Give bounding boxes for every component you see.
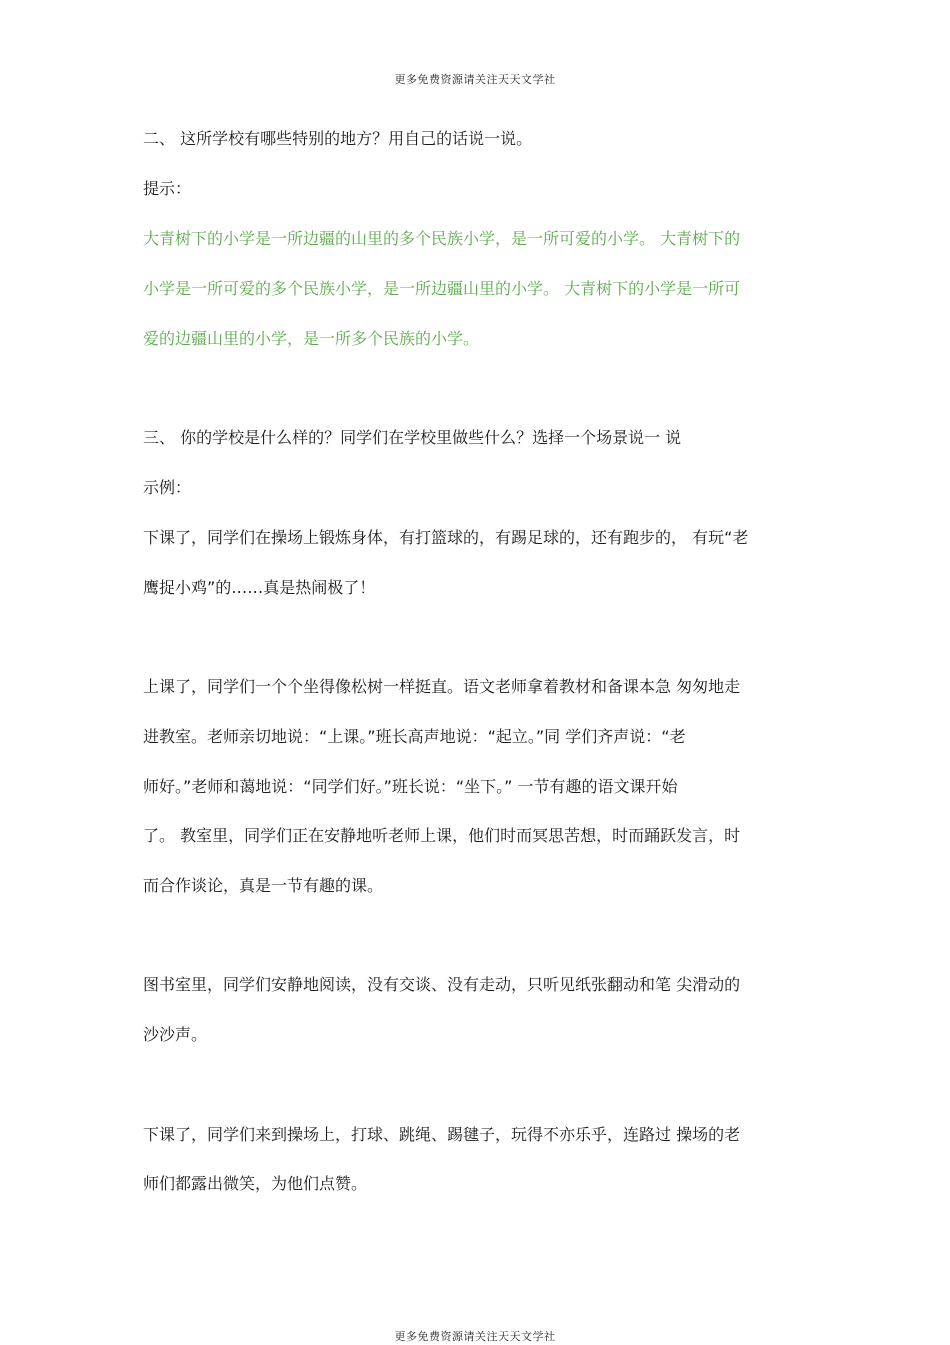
- paragraph1-line-2: 鹰捉小鸡”的……真是热闹极了！: [143, 578, 376, 597]
- paragraph3-line-1: 图书室里，同学们安静地阅读，没有交谈、没有走动，只听见纸张翻动和笔 尖滑动的: [143, 975, 741, 994]
- page-footer: 更多免费资源请关注天天文学社: [394, 1330, 556, 1343]
- paragraph2-line-2: 进教室。老师亲切地说：“上课。”班长高声地说：“起立。”同 学们齐声说：“老: [143, 727, 686, 746]
- section3-question: 三、 你的学校是什么样的？同学们在学校里做些什么？选择一个场景说一 说: [143, 428, 682, 447]
- paragraph4-line-1: 下课了，同学们来到操场上，打球、跳绳、踢毽子，玩得不亦乐乎，连路过 操场的老: [143, 1125, 741, 1144]
- paragraph3-line-2: 沙沙声。: [143, 1025, 208, 1044]
- section2-question: 二、 这所学校有哪些特别的地方？用自己的话说一说。: [143, 129, 533, 148]
- paragraph4-line-2: 师们都露出微笑，为他们点赞。: [143, 1174, 368, 1193]
- paragraph1-line-1: 下课了，同学们在操场上锻炼身体，有打篮球的，有踢足球的，还有跑步的， 有玩“老: [143, 528, 749, 547]
- paragraph2-line-4: 了。 教室里，同学们正在安静地听老师上课，他们时而冥思苦想，时而踊跃发言，时: [143, 826, 741, 845]
- example-label: 示例：: [143, 478, 192, 497]
- hint-label: 提示：: [143, 179, 192, 198]
- paragraph2-line-5: 而合作谈论，真是一节有趣的课。: [143, 876, 384, 895]
- paragraph2-line-1: 上课了，同学们一个个坐得像松树一样挺直。语文老师拿着教材和备课本急 匆匆地走: [143, 677, 741, 696]
- answer-line-3: 爱的边疆山里的小学，是一所多个民族的小学。: [143, 329, 480, 348]
- paragraph2-line-3: 师好。”老师和蔼地说：“同学们好。”班长说：“坐下。” 一节有趣的语文课幵始: [143, 777, 678, 796]
- answer-line-1: 大青树下的小学是一所边疆的山里的多个民族小学，是一所可爱的小学。 大青树下的: [143, 229, 741, 248]
- page-header: 更多免费资源请关注天天文学社: [394, 73, 556, 86]
- answer-line-2: 小学是一所可爱的多个民族小学，是一所边疆山里的小学。 大青树下的小学是一所可: [143, 279, 741, 298]
